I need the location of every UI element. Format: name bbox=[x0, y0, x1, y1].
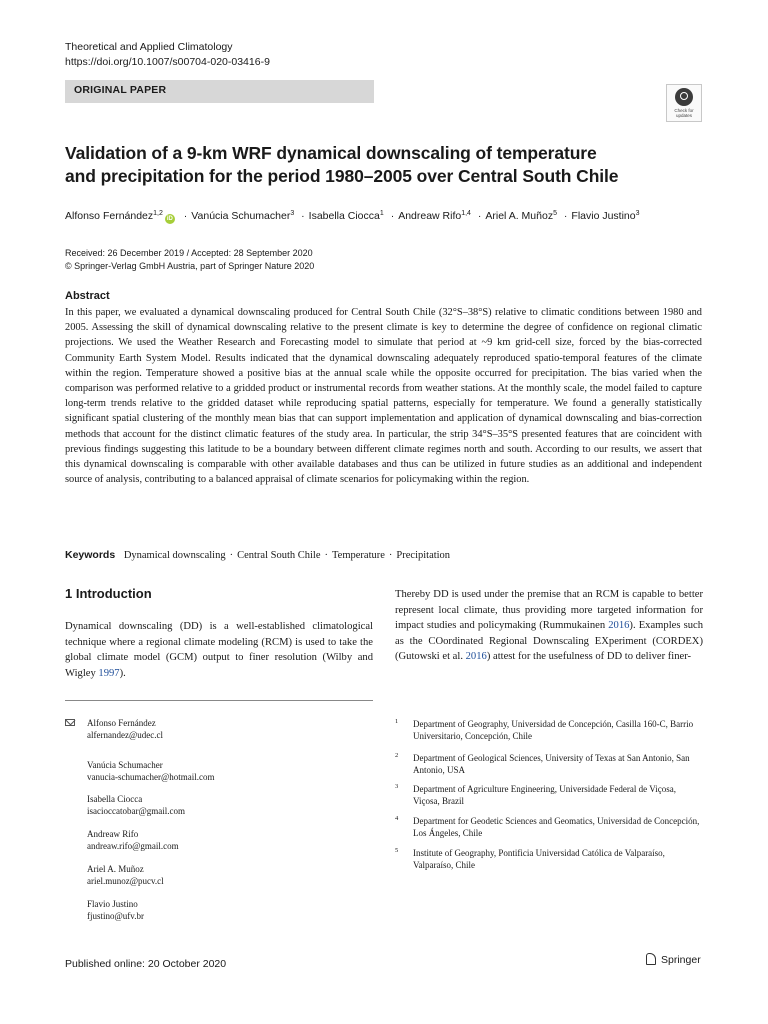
journal-name: Theoretical and Applied Climatology bbox=[65, 41, 233, 53]
intro-right-column bbox=[395, 587, 703, 665]
contact-entry bbox=[87, 864, 164, 887]
intro-right-text-b: ). Examples such as the COordinated Regional Downscaling EXperiment (CORDEX) (Gutowski et al. bbox=[395, 620, 703, 663]
contact-entry bbox=[87, 829, 179, 852]
contact-name: Andreaw Rifo bbox=[87, 829, 139, 839]
springer-horse-icon bbox=[646, 953, 656, 965]
keyword: Temperature bbox=[332, 550, 385, 561]
separator-dot: · bbox=[183, 210, 188, 222]
author-name[interactable]: Andreaw Rifo bbox=[398, 210, 462, 222]
keyword: Precipitation bbox=[396, 550, 451, 561]
separator-dot: · bbox=[563, 210, 568, 222]
intro-left-end: ). bbox=[119, 667, 126, 679]
author-affiliation-sup: 5 bbox=[553, 210, 557, 217]
check-updates-icon bbox=[675, 88, 693, 106]
article-title bbox=[65, 142, 705, 188]
check-for-updates-button[interactable] bbox=[666, 84, 702, 122]
contact-email[interactable]: isacioccatobar@gmail.com bbox=[87, 805, 185, 816]
author-name[interactable]: Flavio Justino bbox=[571, 210, 636, 222]
citation-link[interactable]: 2016 bbox=[608, 620, 630, 632]
separator-dot: · bbox=[390, 210, 395, 222]
affiliation-number: 1 bbox=[395, 718, 399, 725]
publisher-name: Springer bbox=[661, 954, 701, 966]
intro-left-column bbox=[65, 619, 373, 681]
contact-entry bbox=[87, 899, 144, 922]
contact-entry bbox=[87, 718, 163, 741]
contact-email[interactable]: fjustino@ufv.br bbox=[87, 910, 144, 921]
contact-entry bbox=[87, 794, 185, 817]
contact-name: Ariel A. Muñoz bbox=[87, 864, 144, 874]
contact-email[interactable]: vanucia-schumacher@hotmail.com bbox=[87, 771, 215, 782]
contact-name: Flavio Justino bbox=[87, 899, 138, 909]
citation-link[interactable]: 2016 bbox=[465, 651, 487, 663]
author-name[interactable]: Ariel A. Muñoz bbox=[485, 210, 554, 222]
affiliation-number: 4 bbox=[395, 815, 399, 822]
author-name[interactable]: Vanúcia Schumacher bbox=[191, 210, 291, 222]
keyword: Central South Chile bbox=[237, 550, 321, 561]
affiliation-text: Department for Geodetic Sciences and Geomatics, Universidad de Concepción, Los Ángeles, Chile bbox=[413, 816, 700, 838]
check-updates-label: Check for updates bbox=[674, 108, 694, 118]
article-type-badge: ORIGINAL PAPER bbox=[65, 80, 374, 103]
separator-dot: · bbox=[301, 210, 305, 222]
affiliation-number: 3 bbox=[395, 783, 399, 790]
keywords-line bbox=[65, 548, 705, 563]
affiliation-text: Department of Geography, Universidad de Concepción, Casilla 160-C, Barrio Universitario, Concepción, Chile bbox=[413, 719, 694, 741]
separator-dot: · bbox=[229, 550, 234, 561]
affiliation-text: Department of Geological Sciences, University of Texas at San Antonio, San Antonio, USA bbox=[413, 753, 690, 775]
intro-left-text: Dynamical downscaling (DD) is a well-established climatological technique where a regional climate modeling (RCM) is used to take the global climate model (GCM) output to finer resolution (Wilby and Wigley bbox=[65, 621, 373, 679]
received-accepted-dates: Received: 26 December 2019 / Accepted: 28 September 2020 bbox=[65, 248, 313, 258]
contact-entry bbox=[87, 760, 215, 783]
author-affiliation-sup: 1 bbox=[379, 210, 384, 217]
intro-right-text-a: Thereby DD is used under the premise that an RCM is capable to better represent local climate, thus providing more targeted information for impact studies and policymaking (Rummukainen bbox=[395, 589, 703, 632]
author-affiliation-sup: 3 bbox=[290, 210, 295, 217]
affiliation-number: 5 bbox=[395, 847, 399, 854]
keywords-label: Keywords bbox=[65, 549, 116, 561]
author-affiliation-sup: 1,4 bbox=[461, 210, 471, 217]
author-affiliation-sup: 3 bbox=[635, 210, 640, 217]
author-name[interactable]: Isabella Ciocca bbox=[308, 210, 380, 222]
separator-dot: · bbox=[324, 550, 328, 561]
published-date: Published online: 20 October 2020 bbox=[65, 958, 227, 970]
affiliation-text: Institute of Geography, Pontificia Universidad Católica de Valparaíso, Valparaíso, Chile bbox=[413, 848, 665, 870]
affiliation-number: 2 bbox=[395, 752, 399, 759]
affiliation-text: Department of Agriculture Engineering, Universidade Federal de Viçosa, Viçosa, Brazil bbox=[413, 784, 676, 806]
author-affiliation-sup: 1,2 bbox=[153, 210, 163, 217]
copyright-notice: © Springer-Verlag GmbH Austria, part of Springer Nature 2020 bbox=[65, 261, 315, 271]
orcid-icon[interactable]: iD bbox=[166, 216, 173, 222]
publisher-logo bbox=[646, 953, 701, 966]
citation-link[interactable]: 1997 bbox=[98, 667, 120, 679]
doi-link[interactable]: https://doi.org/10.1007/s00704-020-03416-9 bbox=[65, 56, 270, 68]
contact-email[interactable]: ariel.munoz@pucv.cl bbox=[87, 875, 164, 886]
separator-dot: · bbox=[477, 210, 482, 222]
footnote-divider bbox=[65, 700, 373, 701]
contact-name: Vanúcia Schumacher bbox=[87, 760, 163, 770]
contact-name: Alfonso Fernández bbox=[87, 718, 156, 728]
abstract-heading: Abstract bbox=[65, 290, 110, 302]
introduction-heading: 1 Introduction bbox=[65, 586, 152, 601]
separator-dot: · bbox=[388, 550, 393, 561]
contact-email[interactable]: alfernandez@udec.cl bbox=[87, 729, 163, 740]
title-line-2: and precipitation for the period 1980–2005 over Central South Chile bbox=[65, 166, 619, 186]
contact-name: Isabella Ciocca bbox=[87, 794, 143, 804]
author-name[interactable]: Alfonso Fernández bbox=[65, 210, 154, 222]
intro-right-text-c: ) attest for the usefulness of DD to deliver finer- bbox=[486, 651, 692, 663]
abstract-text: In this paper, we evaluated a dynamical downscaling produced for Central South Chile (32°S–38°S) relative to climatic conditions between 1980 and 2005. Assessing the skill of dynamical downscaling relative to the present climate is key to determine the degree of confidence on regional climatic projections. We used the Weather Research and Forecasting model to simulate that period at ~9 km grid-cell size, forced by the bias-corrected Community Earth System Model. Results indicated that the dynamical downscaling adequately reproduced spatio-temporal features of the climate within the region. Temperature showed a positive bias at the annual scale while the opposite occurred for precipitation. The bias varied when the comparison was performed relative to a gridded product or instrumental records from weather stations. At the monthly scale, the model failed to capture long-term trends relative to the gridded dataset while reproducing spatial patterns, especially for temperature. We found a generally statistically significant spatial clustering of the monthly mean bias that can support implementation and application of dynamical downscaling and bias-correction methods that account for the distinct climatic features of the study area. In particular, the strip 34°S–35°S presented features that are coincident with previous findings suggesting this latitude to be a boundary between different climate regimes north and south. According to our results, we assert that this dynamical downscaling is comparable with other available databases and thus can be utilized in future studies as an additional and independent source of analysis, contributing to a balanced appraisal of climate scenarios for policymaking within the region. bbox=[65, 307, 702, 486]
keyword: Dynamical downscaling bbox=[123, 550, 226, 561]
title-line-1: Validation of a 9-km WRF dynamical downscaling of temperature bbox=[65, 143, 597, 163]
contact-email[interactable]: andreaw.rifo@gmail.com bbox=[87, 840, 179, 851]
envelope-icon bbox=[65, 719, 75, 726]
author-list bbox=[65, 207, 715, 224]
